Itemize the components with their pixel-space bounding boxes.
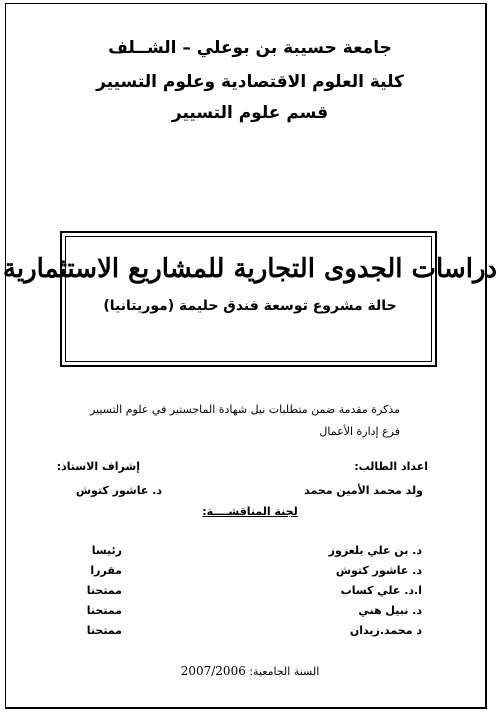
committee-member-role: ممتحنا: [86, 624, 122, 637]
committee-member-name: د. نبيل هني: [358, 604, 422, 617]
thesis-branch: فرع إدارة الأعمال: [319, 425, 400, 438]
committee-member-name: د. عاشور كتوش: [335, 564, 422, 577]
academic-year: [0, 664, 500, 679]
university-name: جامعة حسيبة بن بوعلي – الشــلف: [108, 38, 392, 58]
supervision-label: إشراف الاستاذ:: [56, 460, 140, 473]
thesis-title: دراسات الجدوى التجارية للمشاريع الاستثمارية: [2, 254, 498, 284]
supervisor-name: د. عاشور كتوش: [75, 484, 162, 497]
committee-member-name: ا.د. علي كساب: [340, 584, 422, 597]
prepared-by-label: اعداد الطالب:: [354, 460, 428, 473]
committee-member-role: رئيسا: [91, 544, 122, 557]
committee-member-role: ممتحنا: [86, 584, 122, 597]
academic-year-value: 2007/2006: [180, 664, 246, 678]
department-name: قسم علوم التسيير: [171, 103, 329, 123]
academic-year-label: السنة الجامعية:: [249, 665, 320, 678]
committee-heading: لجنة المناقشــــة:: [202, 505, 298, 518]
committee-member-name: د. بن علي بلعزوز: [328, 544, 422, 557]
thesis-subtitle: حالة مشروع توسعة فندق حليمة (موريتانيا): [103, 298, 397, 314]
committee-member-role: ممتحنا: [86, 604, 122, 617]
student-name: ولد محمد الأمين محمد: [304, 484, 423, 497]
faculty-name: كلية العلوم الاقتصادية وعلوم التسيير: [96, 72, 404, 92]
thesis-purpose: مذكرة مقدمة ضمن متطلبات نيل شهادة الماجستير في علوم التسيير: [89, 403, 400, 416]
committee-member-name: د محمد.زيدان: [349, 624, 422, 637]
committee-member-role: مقررا: [90, 564, 122, 577]
